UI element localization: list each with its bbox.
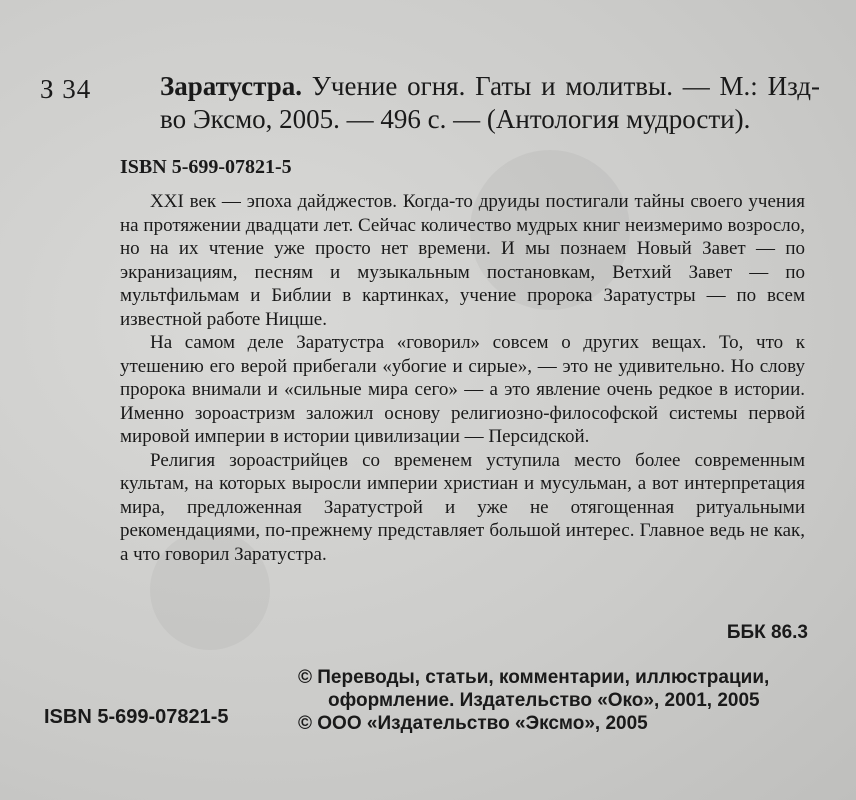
annotation-paragraph: XXI век — эпоха дайджестов. Когда-то друиды постигали тайны своего учения на протяжении двадцати лет. Сейчас количество мудрых книг неизмеримо возросло, но на их чтение уже просто нет времени. И мы познаем Новый Завет — по экранизациям, песням и музыкальным постановкам, Ветхий Завет — по мультфильмам и Библии в картинках, учение пророка Заратустры — по всем известной работе Ницше.	[120, 191, 805, 330]
catalog-code: З 34	[40, 74, 92, 104]
isbn-top: ISBN 5-699-07821-5	[120, 156, 292, 178]
annotation	[120, 190, 805, 566]
bibliographic-details: Учение огня. Гаты и молитвы. — М.: Изд-во Эксмо, 2005. — 496 с. — (Антология мудрости).	[160, 71, 820, 134]
bibliographic-record	[160, 70, 820, 136]
book-title: Заратустра.	[160, 71, 302, 101]
isbn-bottom: ISBN 5-699-07821-5	[44, 706, 229, 728]
annotation-paragraph: Религия зороастрийцев со временем уступила место более современным культам, на которых выросли империи христиан и мусульман, а вот интерпретация мира, предложенная Заратустрой и уже не отягощенная ритуальными рекомендациями, по-прежнему представляет большой интерес. Главное ведь не как, а что говорил Заратустра.	[120, 449, 805, 565]
copyright-line: © ООО «Издательство «Эксмо», 2005	[298, 713, 648, 734]
bbk-code: ББК 86.3	[726, 622, 808, 643]
annotation-paragraph: На самом деле Заратустра «говорил» совсем о других вещах. То, что к утешению его верой прибегали «убогие и сирые», — это не удивительно. Но слову пророка внимали и «сильные мира сего» — а это явление очень редкое в истории. Именно зороастризм заложил основу религиозно-философской системы первой мировой империи в истории цивилизации — Персидской.	[120, 332, 805, 447]
copyright-line: © Переводы, статьи, комментарии, иллюстрации,	[298, 667, 770, 688]
copyright-block	[298, 666, 808, 735]
copyright-line-continued: оформление. Издательство «Око», 2001, 2005	[328, 690, 760, 711]
